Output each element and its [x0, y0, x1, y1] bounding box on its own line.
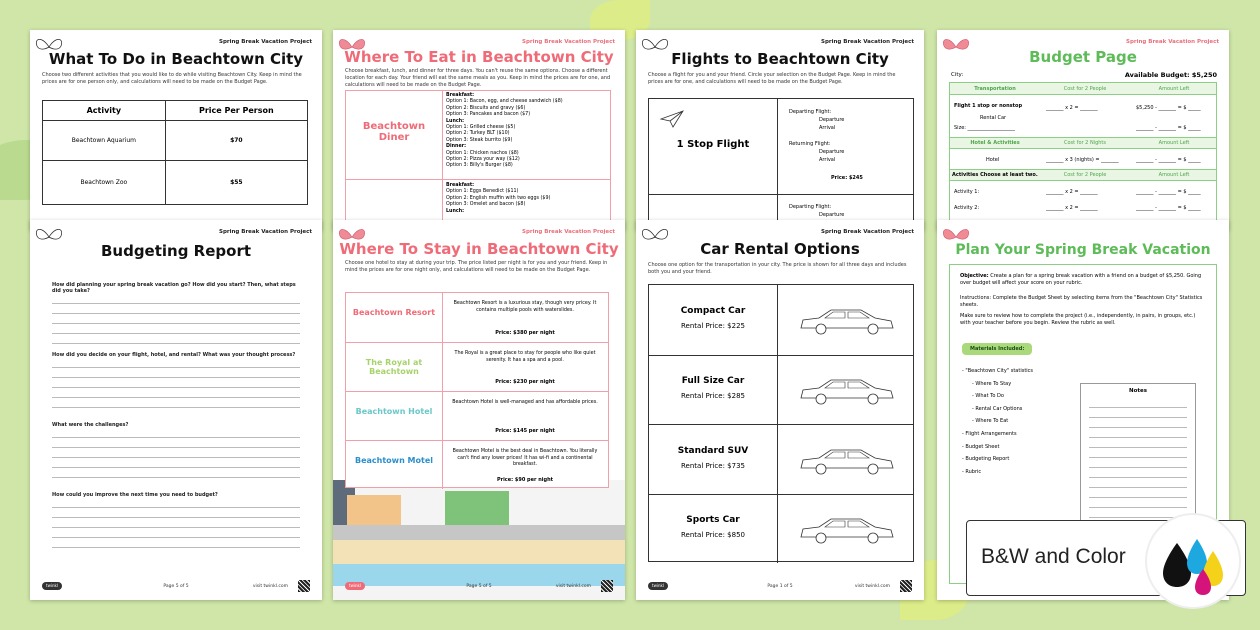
hotel-description: The Royal is a great place to stay for people who like quiet serenity. It has a spa and a pool.	[454, 351, 596, 363]
footer-url: visit twinkl.com	[854, 584, 890, 589]
table-header: Cost for 2 Nights	[1064, 140, 1106, 146]
table-row	[649, 494, 913, 564]
departing-label: Departing Flight:	[789, 109, 832, 115]
menu-item: Option 1: Grilled cheese ($5)	[446, 125, 516, 131]
menu-item: Option 1: Chicken nachos ($8)	[446, 150, 519, 156]
page-number: Page 1 of 5	[767, 584, 793, 589]
flight-option-name: 1 Stop Flight	[676, 139, 750, 150]
menu-item: Lunch:	[446, 208, 465, 214]
hotel-description: Beachtown Motel is the best deal in Beachtown. You literally can't find any lower prices! It has wi-fi and a continental breakfast.	[452, 449, 598, 467]
objective-text: Create a plan for a spring break vacation with a friend on a budget of $5,250. Going over budget will affect your score on your rubric.	[960, 273, 1202, 286]
answer-lines	[52, 428, 300, 478]
car-name: Standard SUV	[677, 445, 749, 456]
menu-item: Lunch:	[446, 118, 465, 124]
car-icon	[797, 304, 897, 336]
car-price: Rental Price: $285	[681, 392, 745, 401]
page-where-to-eat	[333, 30, 625, 230]
flight-calc: _______ x 2 = _______	[1046, 105, 1098, 111]
table-header: Hotel & Activities	[970, 140, 1020, 146]
hotel-price: Price: $380 per night	[495, 330, 555, 336]
restaurant-name: Beachtown Diner	[362, 121, 426, 143]
page-title: Where To Eat in Beachtown City	[344, 48, 614, 66]
menu-item: Breakfast:	[446, 183, 475, 188]
menu-item: Option 3: Steak burrito ($9)	[446, 137, 513, 143]
paper-plane-icon	[659, 109, 685, 129]
menu-item: Option 1: Bacon, egg, and cheese sandwich ($8)	[446, 99, 563, 105]
flight-left: $5,250 - _______ = $ _____	[1136, 105, 1201, 111]
project-tag: Spring Break Vacation Project	[219, 39, 312, 45]
table-header: Activity	[43, 101, 166, 121]
table-row	[649, 424, 913, 494]
page-title: Budgeting Report	[100, 242, 252, 260]
objective	[960, 273, 1206, 287]
list-item: - Budget Sheet	[962, 443, 1000, 450]
qr-code-icon	[298, 580, 310, 592]
table-row	[346, 391, 608, 440]
flight-table	[648, 98, 914, 230]
question-4: How could you improve the next time you need to budget?	[52, 492, 218, 498]
car-price: Rental Price: $735	[681, 461, 745, 470]
table-header: Transportation	[974, 86, 1016, 92]
project-tag: Spring Break Vacation Project	[821, 229, 914, 235]
table-header: Cost for 2 People	[1063, 86, 1107, 92]
menu-list	[446, 93, 563, 170]
list-item: - Rubric	[962, 468, 982, 475]
objective-label: Objective:	[960, 273, 989, 279]
menu-item: Option 3: Pancakes and bacon ($7)	[446, 112, 531, 118]
page-budget	[937, 30, 1229, 230]
table-row	[346, 342, 608, 391]
menu-item: Option 2: Turkey BLT ($10)	[446, 131, 510, 137]
table-header: Amount Left	[1158, 140, 1190, 146]
departing-label: Departing Flight:	[789, 204, 832, 210]
page-intro: Choose two different activities that you would like to do while visiting Beachtown City. Keep in mind the prices are for one person only, and calculations will need to be made on the Budget Page.	[42, 72, 302, 85]
car-name: Sports Car	[686, 515, 740, 526]
page-footer	[648, 578, 912, 594]
car-price: Rental Price: $850	[681, 531, 745, 540]
car-table	[648, 284, 914, 562]
returning-label: Returning Flight:	[789, 141, 831, 147]
activity-left: _______ - _______ = $ _____	[1136, 189, 1201, 195]
bw-color-label: B&W and Color	[981, 545, 1126, 568]
hotel-name: Beachtown Hotel	[355, 406, 433, 416]
list-item: - "Beachtown City" statistics	[962, 368, 1034, 374]
activity-name: Beachtown Aquarium	[43, 121, 166, 161]
page-number: Page 5 of 5	[163, 584, 189, 589]
page-what-to-do	[30, 30, 322, 230]
activity-2-label: Activity 2:	[954, 205, 980, 211]
departure-label: Departure	[819, 117, 845, 123]
hotel-price: Price: $145 per night	[495, 428, 555, 434]
question-1: How did planning your spring break vacation go? How did you start? Then, what steps did you take?	[52, 282, 296, 294]
list-item: - Where To Stay	[972, 380, 1012, 387]
table-row	[649, 285, 913, 355]
page-intro: Choose a flight for you and your friend. Circle your selection on the Budget Page. Keep in mind the prices are for one, and calculations will need to be made on the Budget Page.	[648, 72, 896, 85]
menu-item: Option 1: Eggs Benedict ($11)	[446, 189, 519, 195]
qr-code-icon	[900, 580, 912, 592]
hotel-name: Beachtown Motel	[355, 455, 433, 465]
activity-table	[42, 100, 308, 205]
qr-code-icon	[601, 580, 613, 592]
page-title: Car Rental Options	[700, 240, 860, 258]
car-name: Full Size Car	[681, 376, 745, 387]
available-budget: Available Budget: $5,250	[1124, 71, 1217, 79]
menu-item: Option 3: Omelet and bacon ($8)	[446, 202, 526, 208]
menu-item: Breakfast:	[446, 93, 475, 98]
materials-badge: Materials Included:	[962, 343, 1032, 355]
table-row	[43, 121, 308, 161]
question-2: How did you decide on your flight, hotel, and rental? What was your thought process?	[52, 352, 296, 358]
car-icon	[797, 444, 897, 476]
list-item: - Budgeting Report	[962, 456, 1010, 463]
table-header: Amount Left	[1158, 86, 1190, 92]
hotel-left: _______ - _______ = $ _____	[1136, 157, 1201, 163]
page-title: What To Do in Beachtown City	[48, 50, 304, 68]
project-tag: Spring Break Vacation Project	[1126, 39, 1219, 45]
flight-row-label: Flight 1 stop or nonstop	[954, 103, 1023, 109]
page-title: Budget Page	[1029, 48, 1137, 66]
hotel-price: Price: $90 per night	[496, 477, 554, 483]
table-header: Cost for 2 People	[1063, 172, 1107, 178]
hotel-name: The Royal at Beachtown	[365, 357, 423, 376]
instructions: Instructions: Complete the Budget Sheet by selecting items from the "Beachtown City" Statistics sheets.	[960, 295, 1203, 308]
flight-price: Price: $245	[831, 175, 863, 181]
activity-price: $70	[165, 121, 307, 161]
project-tag: Spring Break Vacation Project	[821, 39, 914, 45]
car-name: Compact Car	[680, 305, 746, 316]
hotel-price: Price: $230 per night	[495, 379, 555, 385]
footer-logo: twinkl	[648, 582, 668, 590]
list-item: - What To Do	[972, 393, 1004, 400]
list-item: - Flight Arrangements	[962, 430, 1017, 437]
page-intro: Choose one option for the transportation in your city. The price is shown for all three days and includes both you and your friend.	[648, 262, 907, 275]
project-tag: Spring Break Vacation Project	[219, 229, 312, 235]
bw-color-badge	[966, 520, 1246, 596]
project-tag: Spring Break Vacation Project	[522, 39, 615, 45]
page-intro: Choose one hotel to stay at during your trip. The price listed per night is for you and your friend. Keep in mind the prices are for one night only, and calculations will need to be made on the Budget Page.	[345, 260, 608, 273]
ink-drops-icon	[1145, 513, 1241, 609]
car-price: Rental Price: $225	[681, 321, 745, 330]
page-footer	[345, 578, 613, 594]
menu-item: Option 3: Billy's Burger ($8)	[446, 163, 513, 169]
activity-calc: _______ x 2 = _______	[1046, 189, 1098, 195]
page-number: Page 5 of 5	[466, 584, 492, 589]
menu-item: Option 2: Pizza your way ($12)	[446, 157, 520, 163]
question-3: What were the challenges?	[52, 422, 129, 428]
menu-table	[345, 90, 611, 230]
page-car-rental	[636, 220, 924, 600]
review-note: Make sure to review how to complete the project (i.e., independently, in pairs, in groups, etc.) with your teacher before you begin. Review the rubric as well.	[960, 313, 1196, 326]
table-header: Activities Choose at least two.	[952, 172, 1038, 178]
page-title: Where To Stay in Beachtown City	[339, 240, 619, 258]
hotel-description: Beachtown Resort is a luxurious stay, though very pricey. It contains multiple pools with waterslides.	[453, 301, 597, 313]
footer-logo: twinkl	[345, 582, 365, 590]
footer-url: visit twinkl.com	[555, 584, 591, 589]
notes-title: Notes	[1128, 388, 1147, 394]
table-header: Amount Left	[1158, 172, 1190, 178]
hotel-description: Beachtown Hotel is well-managed and has affordable prices.	[452, 400, 598, 405]
activity-left: _______ - _______ = $ _____	[1136, 205, 1201, 211]
page-title: Plan Your Spring Break Vacation	[955, 242, 1211, 258]
departure-label: Departure	[819, 212, 845, 218]
activity-name: Beachtown Zoo	[43, 161, 166, 205]
page-title: Flights to Beachtown City	[671, 50, 889, 68]
departure-label: Departure	[819, 149, 845, 155]
city-label: City:	[951, 72, 964, 78]
table-row	[346, 440, 608, 489]
answer-lines	[52, 358, 300, 408]
menu-item: Option 2: English muffin with two eggs ($9)	[446, 195, 551, 201]
activity-1-label: Activity 1:	[954, 189, 980, 195]
rental-size: Size: ___________________	[954, 125, 1016, 131]
page-budgeting-report	[30, 220, 322, 600]
list-item: - Rental Car Options	[972, 405, 1023, 412]
table-row	[649, 355, 913, 425]
hotel-table	[345, 292, 609, 488]
menu-item: Option 2: Biscuits and gravy ($6)	[446, 105, 526, 111]
footer-logo: twinkl	[42, 582, 62, 590]
arrival-label: Arrival	[819, 157, 836, 163]
footer-url: visit twinkl.com	[252, 584, 288, 589]
table-header: Price Per Person	[165, 101, 307, 121]
hotel-name: Beachtown Resort	[352, 307, 436, 317]
activity-price: $55	[165, 161, 307, 205]
page-where-to-stay	[333, 220, 625, 600]
project-tag: Spring Break Vacation Project	[522, 229, 615, 235]
car-icon	[797, 513, 897, 545]
rental-label: Rental Car	[980, 115, 1007, 121]
table-row	[43, 161, 308, 205]
menu-list	[446, 183, 550, 215]
hotel-calc: _______ x 3 (nights) = _______	[1046, 157, 1119, 163]
page-intro: Choose breakfast, lunch, and dinner for three days. You can't reuse the same options. Choose a different location for each day. Your friend will eat the same meals as you. Keep in mind the prices are for one, and calculations will need to be made on the Budget Page.	[345, 68, 611, 88]
list-item: - Where To Eat	[972, 418, 1009, 425]
table-row	[346, 293, 608, 342]
answer-lines	[52, 498, 300, 548]
menu-item: Dinner:	[446, 144, 466, 150]
activity-calc: _______ x 2 = _______	[1046, 205, 1098, 211]
car-icon	[797, 374, 897, 406]
budget-table	[949, 82, 1217, 230]
arrival-label: Arrival	[819, 125, 836, 131]
hotel-label: Hotel	[986, 157, 1000, 163]
page-flights	[636, 30, 924, 230]
materials-list	[962, 365, 1033, 478]
answer-lines	[52, 294, 300, 344]
page-footer	[42, 578, 310, 594]
rental-left: _______ - _______ = $ _____	[1136, 125, 1201, 131]
